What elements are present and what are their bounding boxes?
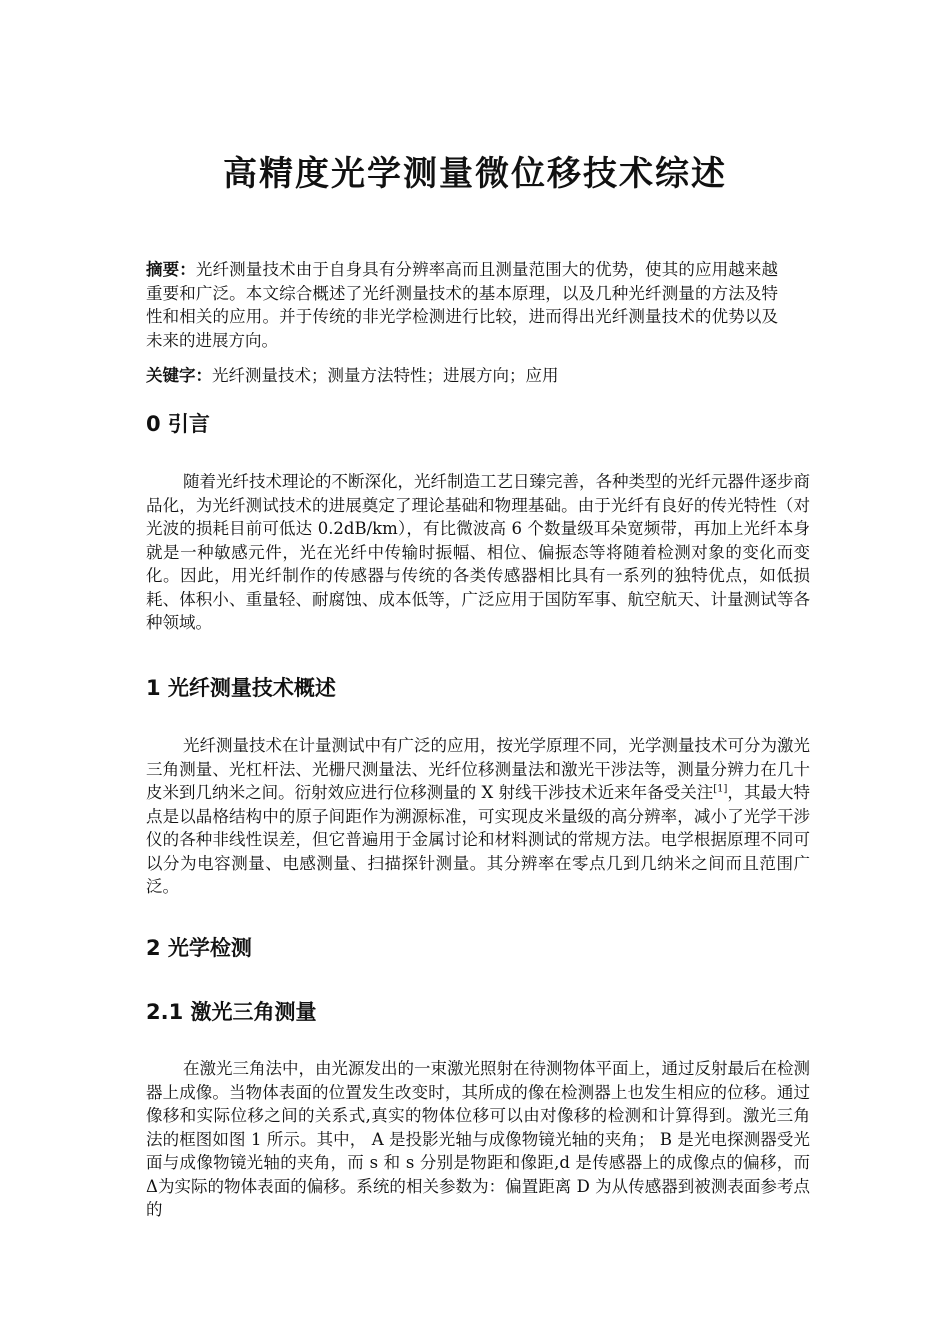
overview-text-part1: 光纤测量技术在计量测试中有广泛的应用，按光学原理不同，光学测量技术可分为激光三角测量、光杠杆法、光栅尺测量法、光纤位移测量法和激光干涉法等，测量分辨力在几十皮米到几纳米之间。衍射效应进行位移测量的 X 射线干涉技术近来年备受关注 — [146, 736, 810, 802]
abstract-label: 摘要： — [146, 260, 196, 279]
keywords — [146, 364, 810, 388]
abstract-text: 光纤测量技术由于自身具有分辨率高而且测量范围大的优势，使其的应用越来越重要和广泛。本文综合概述了光纤测量技术的基本原理，以及几种光纤测量的方法及特性和相关的应用。并于传统的非光学检测进行比较，进而得出光纤测量技术的优势以及未来的进展方向。 — [146, 260, 779, 350]
section-heading-optical-detection: 2 光学检测 — [146, 936, 252, 960]
overview-paragraph — [146, 734, 810, 899]
overview-text-part2: ，其最大特点是以晶格结构中的原子间距作为溯源标准，可实现皮米量级的高分辨率，减小了光学干涉仪的各种非线性误差，但它普遍用于金属讨论和材料测试的常规方法。电学根据原理不同可以分为电容测量、电感测量、扫描探针测量。其分辨率在零点几到几纳米之间而且范围广泛。 — [146, 783, 810, 896]
keywords-label: 关键字： — [146, 366, 212, 385]
citation-ref-1[interactable]: [1] — [713, 783, 728, 795]
abstract — [146, 258, 778, 352]
section-heading-introduction: 0 引言 — [146, 412, 210, 436]
section-heading-overview: 1 光纤测量技术概述 — [146, 676, 336, 700]
keywords-text: 光纤测量技术；测量方法特性；进展方向；应用 — [212, 366, 559, 385]
paper-title: 高精度光学测量微位移技术综述 — [223, 154, 727, 194]
introduction-paragraph: 随着光纤技术理论的不断深化，光纤制造工艺日臻完善，各种类型的光纤元器件逐步商品化，为光纤测试技术的进展奠定了理论基础和物理基础。由于光纤有良好的传光特性（对光波的损耗目前可低达 0.2dB/km），有比微波高 6 个数量级耳朵宽频带，再加上光纤本身就是一种敏感元件，光在光纤中传输时振幅、相位、偏振态等将随着检测对象的变化而变化。因此，用光纤制作的传感器与传统的各类传感器相比具有一系列的独特优点，如低损耗、体积小、重量轻、耐腐蚀、成本低等，广泛应用于国防军事、航空航天、计量测试等各种领域。 — [146, 472, 810, 632]
laser-triangulation-paragraph: 在激光三角法中，由光源发出的一束激光照射在待测物体平面上，通过反射最后在检测器上成像。当物体表面的位置发生改变时，其所成的像在检测器上也发生相应的位移。通过像移和实际位移之间的关系式,真实的物体位移可以由对像移的检测和计算得到。激光三角法的框图如图 1 所示。其中， A 是投影光轴与成像物镜光轴的夹角； B 是光电探测器受光面与成像物镜光轴的夹角，而 s 和 s 分别是物距和像距,d 是传感器上的成像点的偏移，而Δ为实际的物体表面的偏移。系统的相关参数为：偏置距离 D 为从传感器到被测表面参考点的 — [146, 1059, 810, 1219]
subsection-heading-laser-triangulation: 2.1 激光三角测量 — [146, 1000, 317, 1024]
